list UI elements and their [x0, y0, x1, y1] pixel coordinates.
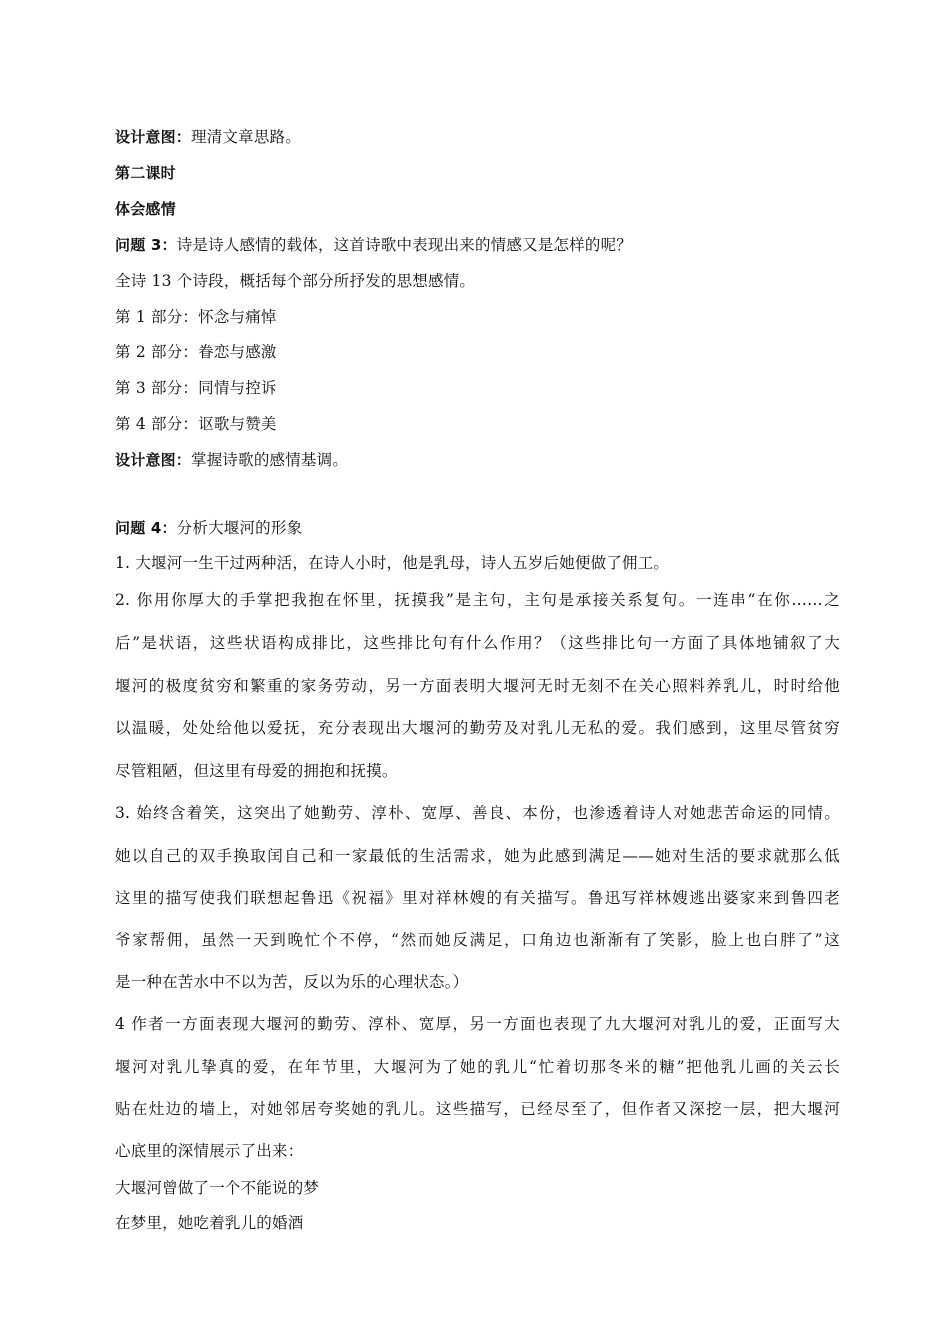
body-line: 堰河的极度贫穷和繁重的家务劳动，另一方面表明大堰河无时无刻不在关心照料养乳儿，时时给他: [115, 677, 840, 695]
lesson-title: 第二课时: [115, 164, 176, 182]
design-intent-text: 理清文章思路。: [191, 128, 301, 146]
question-3: [115, 235, 840, 255]
body-line: 2. 你用你厚大的手掌把我抱在怀里，抚摸我”是主句，主句是承接关系复句。一连串“在你……之: [115, 591, 840, 609]
design-intent-label: 设计意图：: [115, 128, 192, 146]
body-line: 是一种在苦水中不以为苦，反以为乐的心理状态。）: [115, 973, 469, 991]
part-item: 第 4 部分：讴歌与赞美: [115, 415, 277, 433]
poem-line: 大堰河曾做了一个不能说的梦: [115, 1179, 320, 1197]
section-title: 体会感情: [115, 200, 176, 218]
body-line: 堰河对乳儿挚真的爱，在年节里，大堰河为了她的乳儿“忙着切那冬米的糖”把他乳儿画的关云长: [115, 1058, 840, 1076]
body-line: 贴在灶边的墙上，对她邻居夸奖她的乳儿。这些描写，已经尽至了，但作者又深挖一层，把大堰河: [115, 1100, 840, 1118]
body-line: 1. 大堰河一生干过两种活，在诗人小时，他是乳母，诗人五岁后她便做了佣工。: [115, 554, 670, 572]
design-intent-text: 掌握诗歌的感情基调。: [191, 451, 349, 469]
body-line: 4 作者一方面表现大堰河的勤劳、淳朴、宽厚，另一方面也表现了九大堰河对乳儿的爱，正面写大: [115, 1015, 840, 1033]
part-item: 第 1 部分：怀念与痛悼: [115, 308, 277, 326]
body-line: 这里的描写使我们联想起鲁迅《祝福》里对祥林嫂的有关描写。鲁迅写祥林嫂逃出婆家来到鲁四老: [115, 889, 840, 907]
part-item: 第 3 部分：同情与控诉: [115, 379, 277, 397]
body-line: 心底里的深情展示了出来：: [115, 1142, 304, 1160]
question-4-text: 分析大堰河的形象: [176, 519, 303, 537]
part-item: 第 2 部分：眷恋与感激: [115, 343, 277, 361]
body-line: 尽管粗陋，但这里有母爱的拥抱和抚摸。: [115, 762, 398, 780]
body-line: 爷家帮佣，虽然一天到晚忙个不停，“然而她反满足，口角边也渐渐有了笑影，脸上也白胖了”这: [115, 931, 840, 949]
body-line: 3. 始终含着笑，这突出了她勤劳、淳朴、宽厚、善良、本份，也渗透着诗人对她悲苦命运的同情。: [115, 804, 840, 822]
question-4: [115, 518, 840, 538]
body-line: 她以自己的双手换取闰自己和一家最低的生活需求，她为此感到满足——她对生活的要求就那么低: [115, 847, 840, 865]
body-line: 后”是状语，这些状语构成排比，这些排比句有什么作用？（这些排比句一方面了具体地铺叙了大: [115, 634, 840, 652]
body-line: 以温暖，处处给他以爱抚，充分表现出大堰河的勤劳及对乳儿无私的爱。我们感到，这里尽管贫穷: [115, 719, 840, 737]
poem-line: 在梦里，她吃着乳儿的婚酒: [115, 1214, 304, 1232]
question-3-intro: 全诗 13 个诗段，概括每个部分所抒发的思想感情。: [115, 272, 476, 290]
design-intent-2: [115, 450, 840, 470]
question-3-text: 诗是诗人感情的载体，这首诗歌中表现出来的情感又是怎样的呢？: [176, 236, 632, 254]
design-intent-1: [115, 127, 840, 147]
question-4-label: 问题 4：: [115, 519, 177, 537]
design-intent-label: 设计意图：: [115, 451, 192, 469]
question-3-label: 问题 3：: [115, 236, 177, 254]
